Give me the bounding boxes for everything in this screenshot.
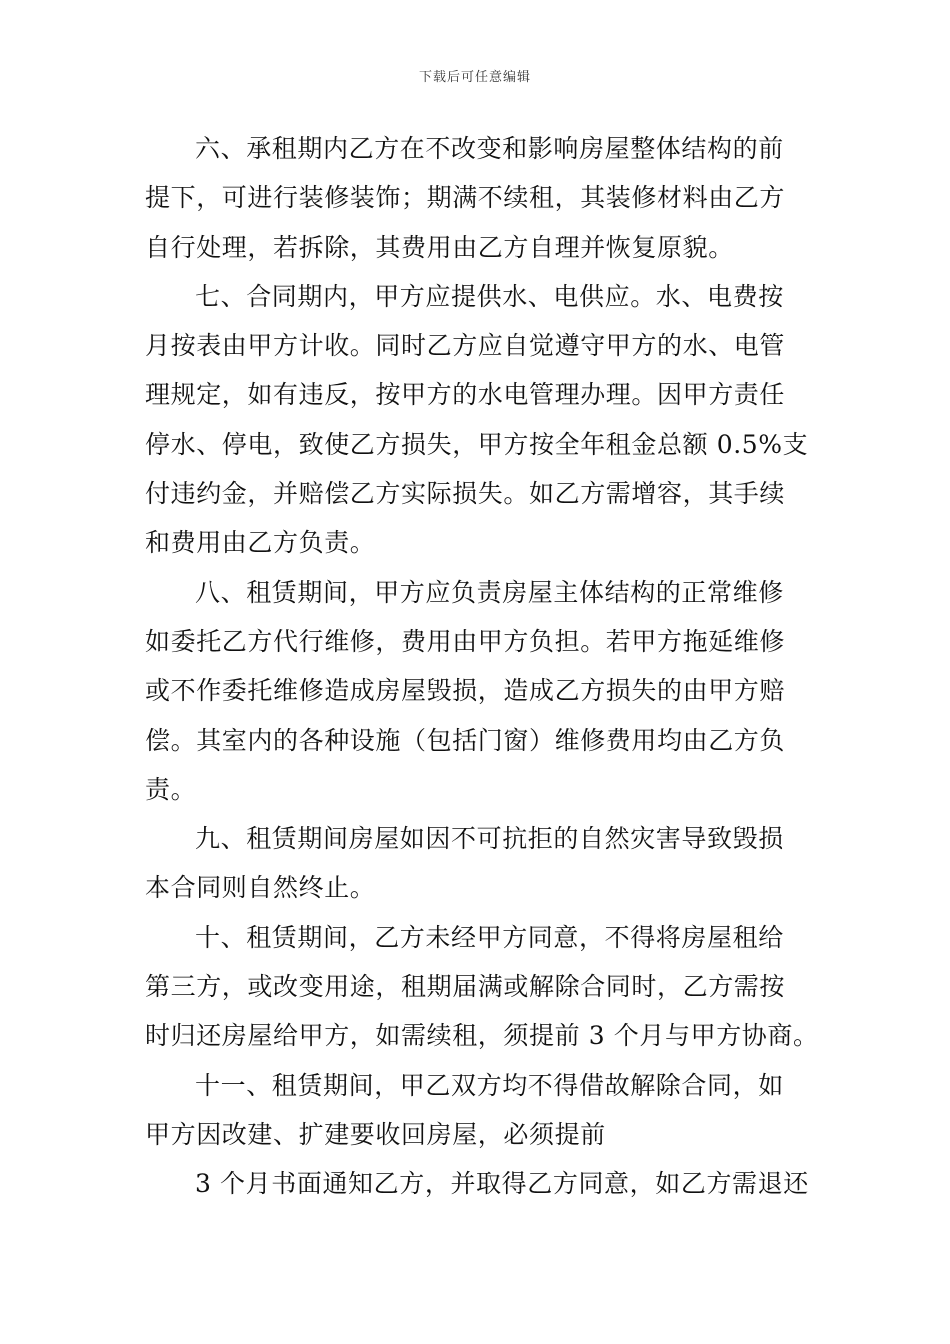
- text-line: 停水、停电，致使乙方损失，甲方按全年租金总额 0.5%支: [145, 429, 809, 459]
- text-line: 提下，可进行装修装饰；期满不续租，其装修材料由乙方: [145, 183, 786, 213]
- text-line: 如委托乙方代行维修，费用由甲方负担。若甲方拖延维修: [145, 626, 786, 656]
- text-line: 七、合同期内，甲方应提供水、电供应。水、电费按: [195, 281, 784, 311]
- header-note: 下载后可任意编辑: [418, 70, 531, 85]
- text-line: 八、租赁期间，甲方应负责房屋主体结构的正常维修: [195, 577, 784, 607]
- clause-11: [145, 1061, 810, 1160]
- text-line: 和费用由乙方负责。: [145, 528, 376, 558]
- text-line: 时归还房屋给甲方，如需续租，须提前 3 个月与甲方协商。: [145, 1021, 819, 1051]
- text-line: 3 个月书面通知乙方，并取得乙方同意，如乙方需退还: [195, 1169, 809, 1199]
- clause-11-continued: [145, 1159, 810, 1208]
- clause-8: [145, 568, 810, 814]
- text-line: 本合同则自然终止。: [145, 873, 376, 903]
- clause-10: [145, 913, 819, 1061]
- text-line: 理规定，如有违反，按甲方的水电管理办理。因甲方责任: [145, 380, 786, 410]
- text-line: 十一、租赁期间，甲乙双方均不得借故解除合同，如: [195, 1070, 784, 1100]
- clause-6: [145, 124, 810, 272]
- text-line: 六、承租期内乙方在不改变和影响房屋整体结构的前: [195, 134, 784, 163]
- text-line: 或不作委托维修造成房屋毁损，造成乙方损失的由甲方赔: [145, 676, 786, 706]
- text-line: 责。: [145, 774, 197, 804]
- contract-body: [145, 124, 819, 1209]
- clause-9: [145, 814, 810, 913]
- text-line: 偿。其室内的各种设施（包括门窗）维修费用均由乙方负: [145, 725, 786, 755]
- text-line: 付违约金，并赔偿乙方实际损失。如乙方需增容，其手续: [145, 479, 786, 509]
- text-line: 自行处理，若拆除，其费用由乙方自理并恢复原貌。: [145, 232, 734, 262]
- text-line: 甲方因改建、扩建要收回房屋，必须提前: [145, 1119, 606, 1149]
- clause-7: [145, 272, 810, 568]
- text-line: 十、租赁期间，乙方未经甲方同意，不得将房屋租给: [195, 922, 784, 952]
- text-line: 第三方，或改变用途，租期届满或解除合同时，乙方需按: [145, 972, 786, 1002]
- text-line: 九、租赁期间房屋如因不可抗拒的自然灾害导致毁损: [195, 824, 784, 854]
- text-line: 月按表由甲方计收。同时乙方应自觉遵守甲方的水、电管: [145, 331, 786, 361]
